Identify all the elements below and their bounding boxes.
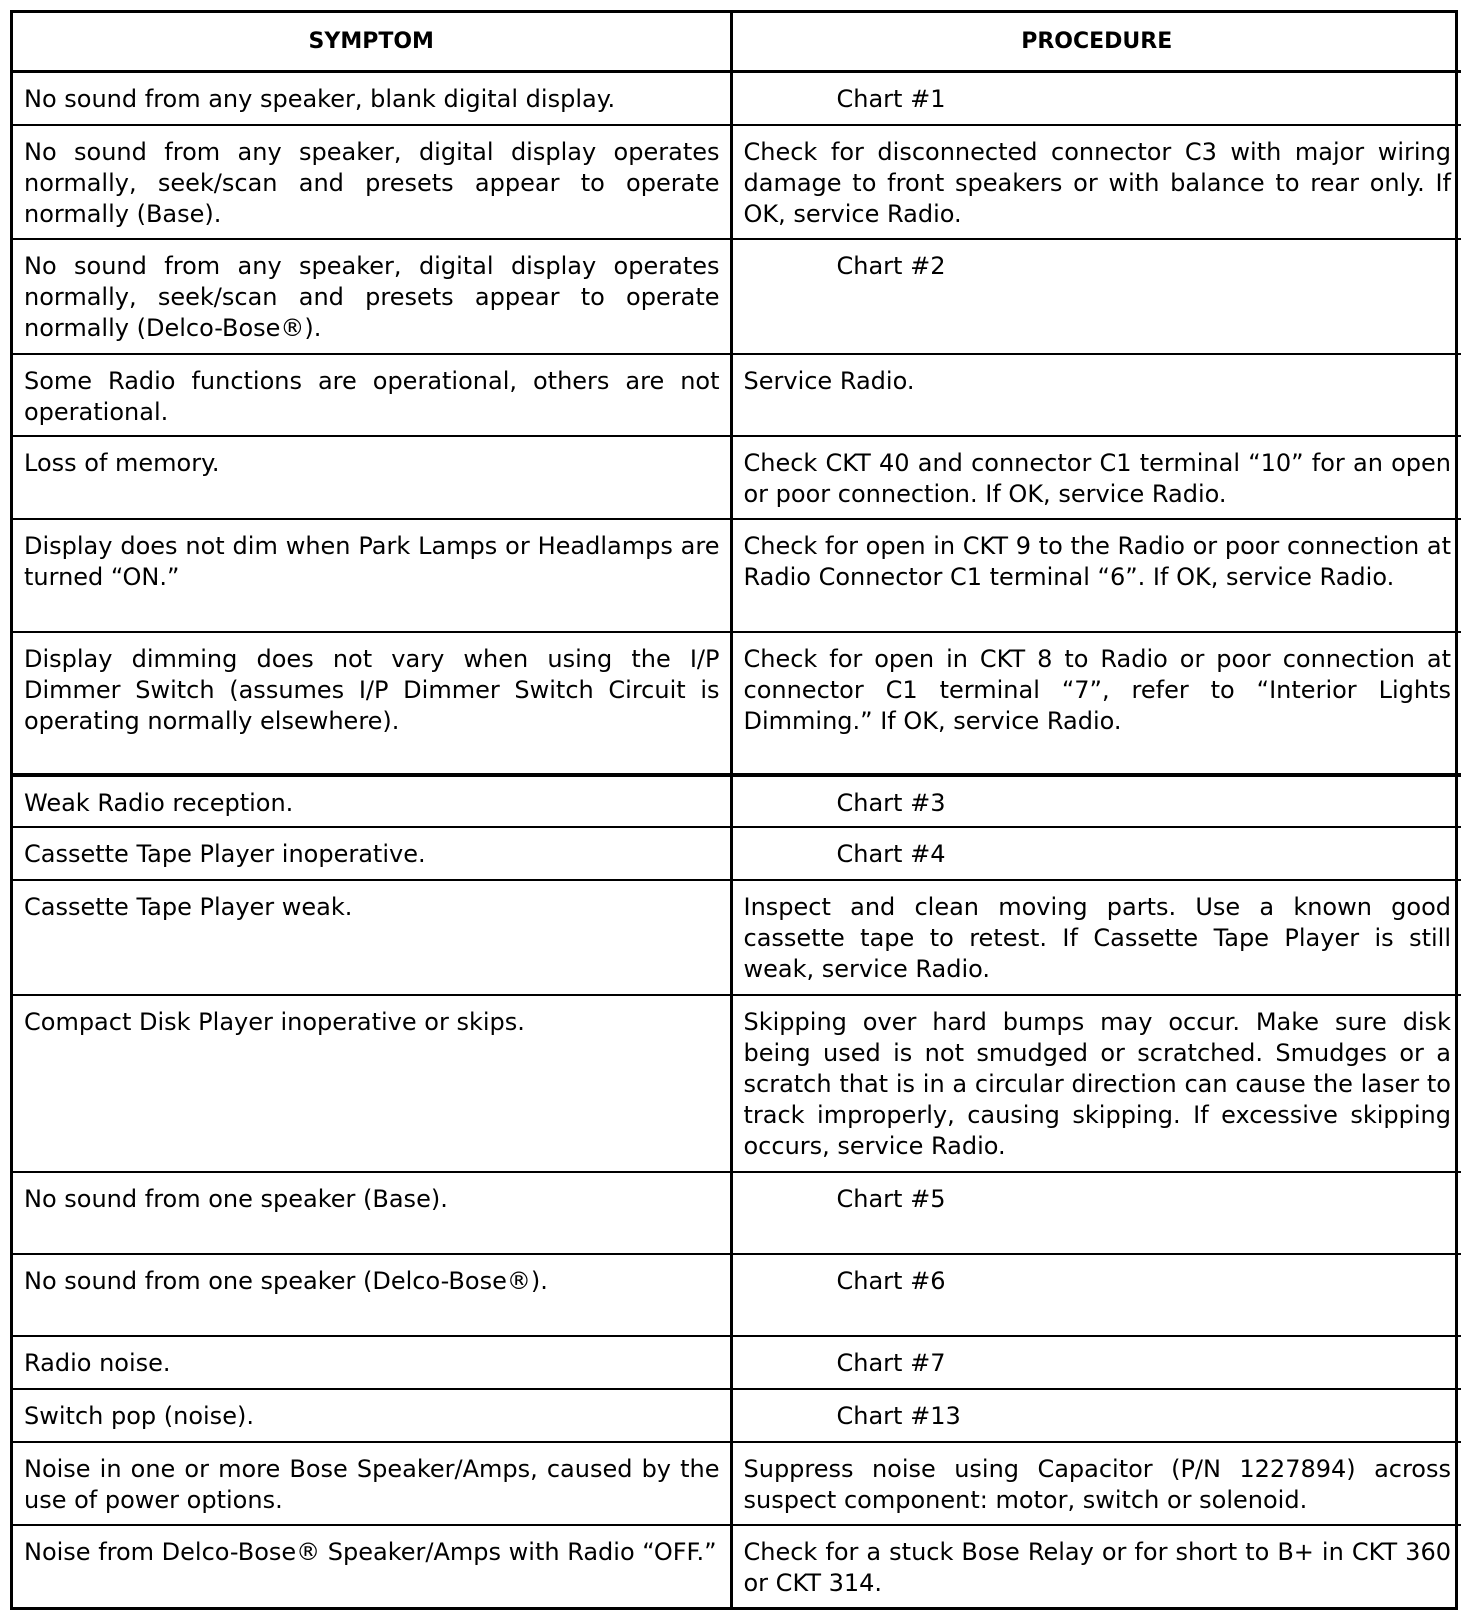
- table-row: [13, 239, 1461, 353]
- table-row: [13, 354, 1461, 437]
- table-row: [13, 827, 1461, 880]
- procedure-cell: Chart #13: [731, 1389, 1461, 1442]
- table-row: [13, 995, 1461, 1173]
- symptom-cell: No sound from any speaker, blank digital display.: [13, 72, 731, 125]
- symptom-cell: No sound from one speaker (Base).: [13, 1172, 731, 1254]
- procedure-cell: Inspect and clean moving parts. Use a known good cassette tape to retest. If Cassette Tape Player is still weak, service Radio.: [731, 880, 1461, 994]
- symptom-cell: Some Radio functions are operational, others are not operational.: [13, 354, 731, 437]
- procedure-cell: Chart #2: [731, 239, 1461, 353]
- header-row: [13, 13, 1461, 72]
- table-row: [13, 72, 1461, 125]
- symptom-cell: No sound from one speaker (Delco-Bose®).: [13, 1254, 731, 1336]
- table-row: [13, 1389, 1461, 1442]
- symptom-procedure-table: [13, 13, 1461, 1607]
- table-row: [13, 1172, 1461, 1254]
- symptom-cell: Cassette Tape Player weak.: [13, 880, 731, 994]
- symptom-cell: Cassette Tape Player inoperative.: [13, 827, 731, 880]
- symptom-cell: Noise from Delco-Bose® Speaker/Amps with Radio “OFF.”: [13, 1525, 731, 1607]
- table-row: [13, 1442, 1461, 1525]
- procedure-cell: Skipping over hard bumps may occur. Make sure disk being used is not smudged or scratched. Smudges or a scratch that is in a circular direction can cause the laser to track improperly, causing skipping. If excessive skipping occurs, service Radio.: [731, 995, 1461, 1173]
- procedure-cell: Chart #3: [731, 775, 1461, 827]
- procedure-cell: Check for a stuck Bose Relay or for short to B+ in CKT 360 or CKT 314.: [731, 1525, 1461, 1607]
- symptom-cell: Compact Disk Player inoperative or skips.: [13, 995, 731, 1173]
- procedure-cell: Chart #1: [731, 72, 1461, 125]
- table-row: [13, 519, 1461, 631]
- symptom-header: SYMPTOM: [13, 13, 731, 72]
- procedure-cell: Chart #7: [731, 1336, 1461, 1389]
- symptom-cell: Display dimming does not vary when using the I/P Dimmer Switch (assumes I/P Dimmer Switch Circuit is operating normally elsewhere).: [13, 632, 731, 775]
- table-row: [13, 632, 1461, 775]
- table-row: [13, 880, 1461, 994]
- symptom-cell: Display does not dim when Park Lamps or Headlamps are turned “ON.”: [13, 519, 731, 631]
- symptom-cell: No sound from any speaker, digital display operates normally, seek/scan and presets appear to operate normally (Base).: [13, 125, 731, 239]
- symptom-cell: No sound from any speaker, digital display operates normally, seek/scan and presets appear to operate normally (Delco-Bose®).: [13, 239, 731, 353]
- symptom-cell: Weak Radio reception.: [13, 775, 731, 827]
- procedure-cell: Suppress noise using Capacitor (P/N 1227894) across suspect component: motor, switch or solenoid.: [731, 1442, 1461, 1525]
- table-row: [13, 1525, 1461, 1607]
- symptom-cell: Loss of memory.: [13, 436, 731, 519]
- table-row: [13, 1336, 1461, 1389]
- procedure-cell: Check for open in CKT 9 to the Radio or poor connection at Radio Connector C1 terminal “6”. If OK, service Radio.: [731, 519, 1461, 631]
- procedure-cell: Check for disconnected connector C3 with major wiring damage to front speakers or with balance to rear only. If OK, service Radio.: [731, 125, 1461, 239]
- procedure-header: PROCEDURE: [731, 13, 1461, 72]
- table-row: [13, 775, 1461, 827]
- procedure-cell: Chart #5: [731, 1172, 1461, 1254]
- symptom-cell: Noise in one or more Bose Speaker/Amps, caused by the use of power options.: [13, 1442, 731, 1525]
- table-row: [13, 125, 1461, 239]
- diagnosis-sheet: [10, 10, 1458, 1610]
- procedure-cell: Chart #4: [731, 827, 1461, 880]
- procedure-cell: Service Radio.: [731, 354, 1461, 437]
- table-row: [13, 436, 1461, 519]
- procedure-cell: Check for open in CKT 8 to Radio or poor connection at connector C1 terminal “7”, refer to “Interior Lights Dimming.” If OK, service Radio.: [731, 632, 1461, 775]
- symptom-cell: Radio noise.: [13, 1336, 731, 1389]
- symptom-cell: Switch pop (noise).: [13, 1389, 731, 1442]
- procedure-cell: Check CKT 40 and connector C1 terminal “10” for an open or poor connection. If OK, service Radio.: [731, 436, 1461, 519]
- procedure-cell: Chart #6: [731, 1254, 1461, 1336]
- table-row: [13, 1254, 1461, 1336]
